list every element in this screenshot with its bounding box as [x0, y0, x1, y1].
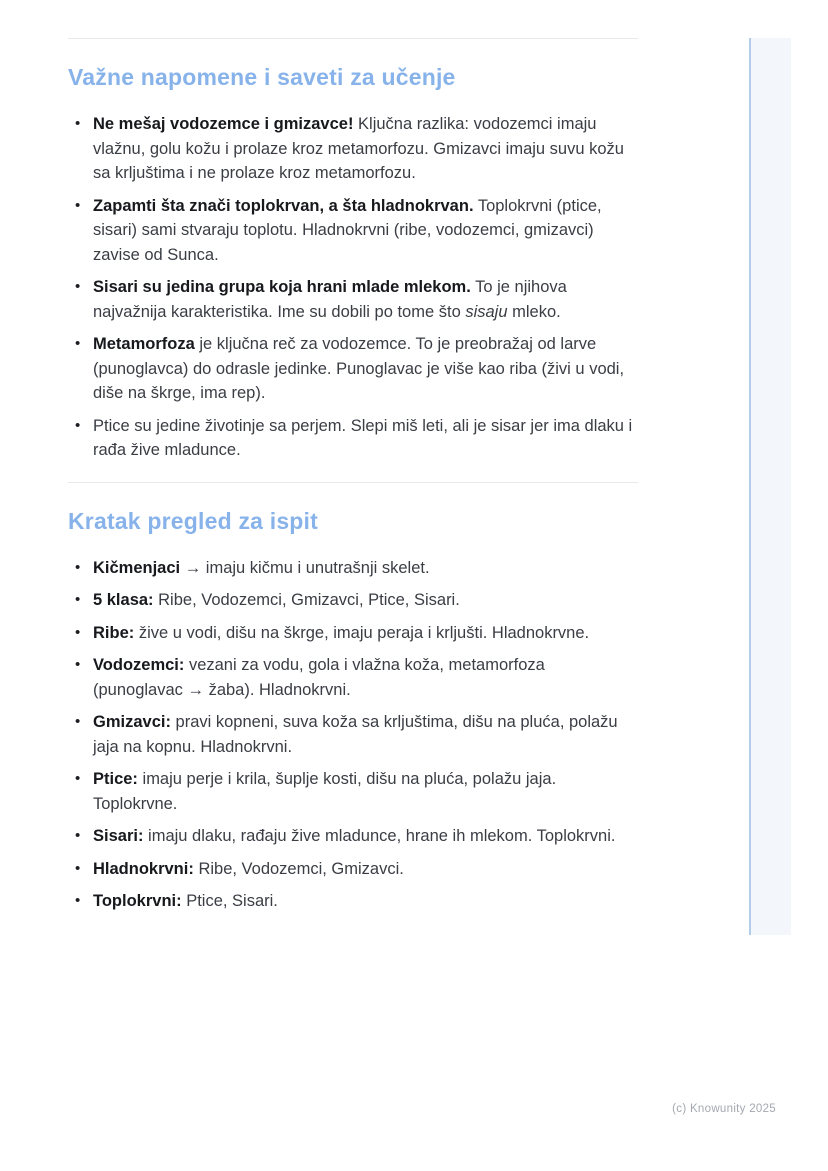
document-section [68, 482, 638, 914]
list-item [68, 889, 638, 914]
list-item [68, 857, 638, 882]
list-item-text: Ptice su jedine životinje sa perjem. Slepi miš leti, ali je sisar jer ima dlaku i rađa žive mladunce. [93, 416, 633, 459]
bullet-icon: • [75, 859, 81, 877]
list-item-text: Sisari: imaju dlaku, rađaju žive mladunce, hrane ih mlekom. Toplokrvni. [93, 827, 616, 845]
list-item [68, 621, 638, 646]
bullet-icon: • [75, 827, 81, 844]
list-item [68, 332, 638, 406]
bullet-icon: • [75, 278, 81, 295]
list-item [68, 588, 638, 613]
document-body [68, 38, 638, 933]
bullet-icon: • [75, 656, 81, 673]
bullet-icon: • [75, 770, 81, 787]
bullet-list [68, 112, 638, 463]
section-title: Kratak pregled za ispit [68, 507, 319, 534]
list-item [68, 556, 638, 581]
list-item-text: Sisari su jedina grupa koja hrani mlade mlekom. To je njihova najvažnija karakteristika. Ime su dobili po tome što sisaju mleko. [93, 278, 567, 321]
list-item-text: 5 klasa: Ribe, Vodozemci, Gmizavci, Ptice, Sisari. [93, 591, 460, 609]
page-edge-strip [749, 38, 791, 935]
bullet-icon: • [75, 196, 81, 214]
list-item [68, 653, 638, 702]
section-title: Važne napomene i saveti za učenje [68, 64, 456, 90]
list-item [68, 112, 638, 186]
list-item-text: Ribe: žive u vodi, dišu na škrge, imaju peraja i krljušti. Hladnokrvne. [93, 623, 590, 642]
list-item-text: Ptice: imaju perje i krila, šuplje kosti, dišu na pluća, polažu jaja. Toplokrvne. [93, 770, 557, 813]
list-item-text: Kičmenjaci → imaju kičmu i unutrašnji skelet. [93, 558, 430, 577]
bullet-icon: • [75, 115, 81, 132]
bullet-icon: • [75, 623, 81, 641]
section-divider [68, 38, 638, 39]
list-item [68, 767, 638, 816]
copyright-footer: (c) Knowunity 2025 [672, 1103, 776, 1115]
list-item [68, 275, 638, 324]
list-item [68, 414, 638, 463]
list-item-text: Hladnokrvni: Ribe, Vodozemci, Gmizavci. [93, 859, 404, 878]
document-section [68, 38, 638, 463]
bullet-icon: • [75, 892, 81, 909]
list-item-text: Ne mešaj vodozemce i gmizavce! Ključna razlika: vodozemci imaju vlažnu, golu kožu i prolaze kroz metamorfozu. Gmizavci imaju suvu kožu sa krljuštima i ne prolaze kroz metamorfozu. [93, 115, 624, 182]
section-divider [68, 482, 638, 483]
bullet-icon: • [75, 335, 81, 352]
bullet-icon: • [75, 591, 81, 608]
list-item [68, 710, 638, 759]
list-item-text: Vodozemci: vezani za vodu, gola i vlažna koža, metamorfoza (punoglavac → žaba). Hladnokrvni. [93, 656, 545, 699]
list-item [68, 194, 638, 268]
bullet-icon: • [75, 558, 81, 576]
list-item-text: Gmizavci: pravi kopneni, suva koža sa krljuštima, dišu na pluća, polažu jaja na kopnu. Hladnokrvni. [93, 713, 618, 756]
list-item-text: Toplokrvni: Ptice, Sisari. [93, 892, 278, 910]
bullet-icon: • [75, 416, 81, 434]
bullet-list [68, 556, 638, 914]
list-item-text: Metamorfoza je ključna reč za vodozemce. To je preobražaj od larve (punoglavca) do odrasle jedinke. Punoglavac je više kao riba (živi u vodi, diše na škrge, ima rep). [93, 335, 625, 402]
list-item-text: Zapamti šta znači toplokrvan, a šta hladnokrvan. Toplokrvni (ptice, sisari) sami stvaraju toplotu. Hladnokrvni (ribe, vodozemci, gmizavci) zavise od Sunca. [93, 196, 602, 264]
list-item [68, 824, 638, 849]
bullet-icon: • [75, 713, 81, 730]
